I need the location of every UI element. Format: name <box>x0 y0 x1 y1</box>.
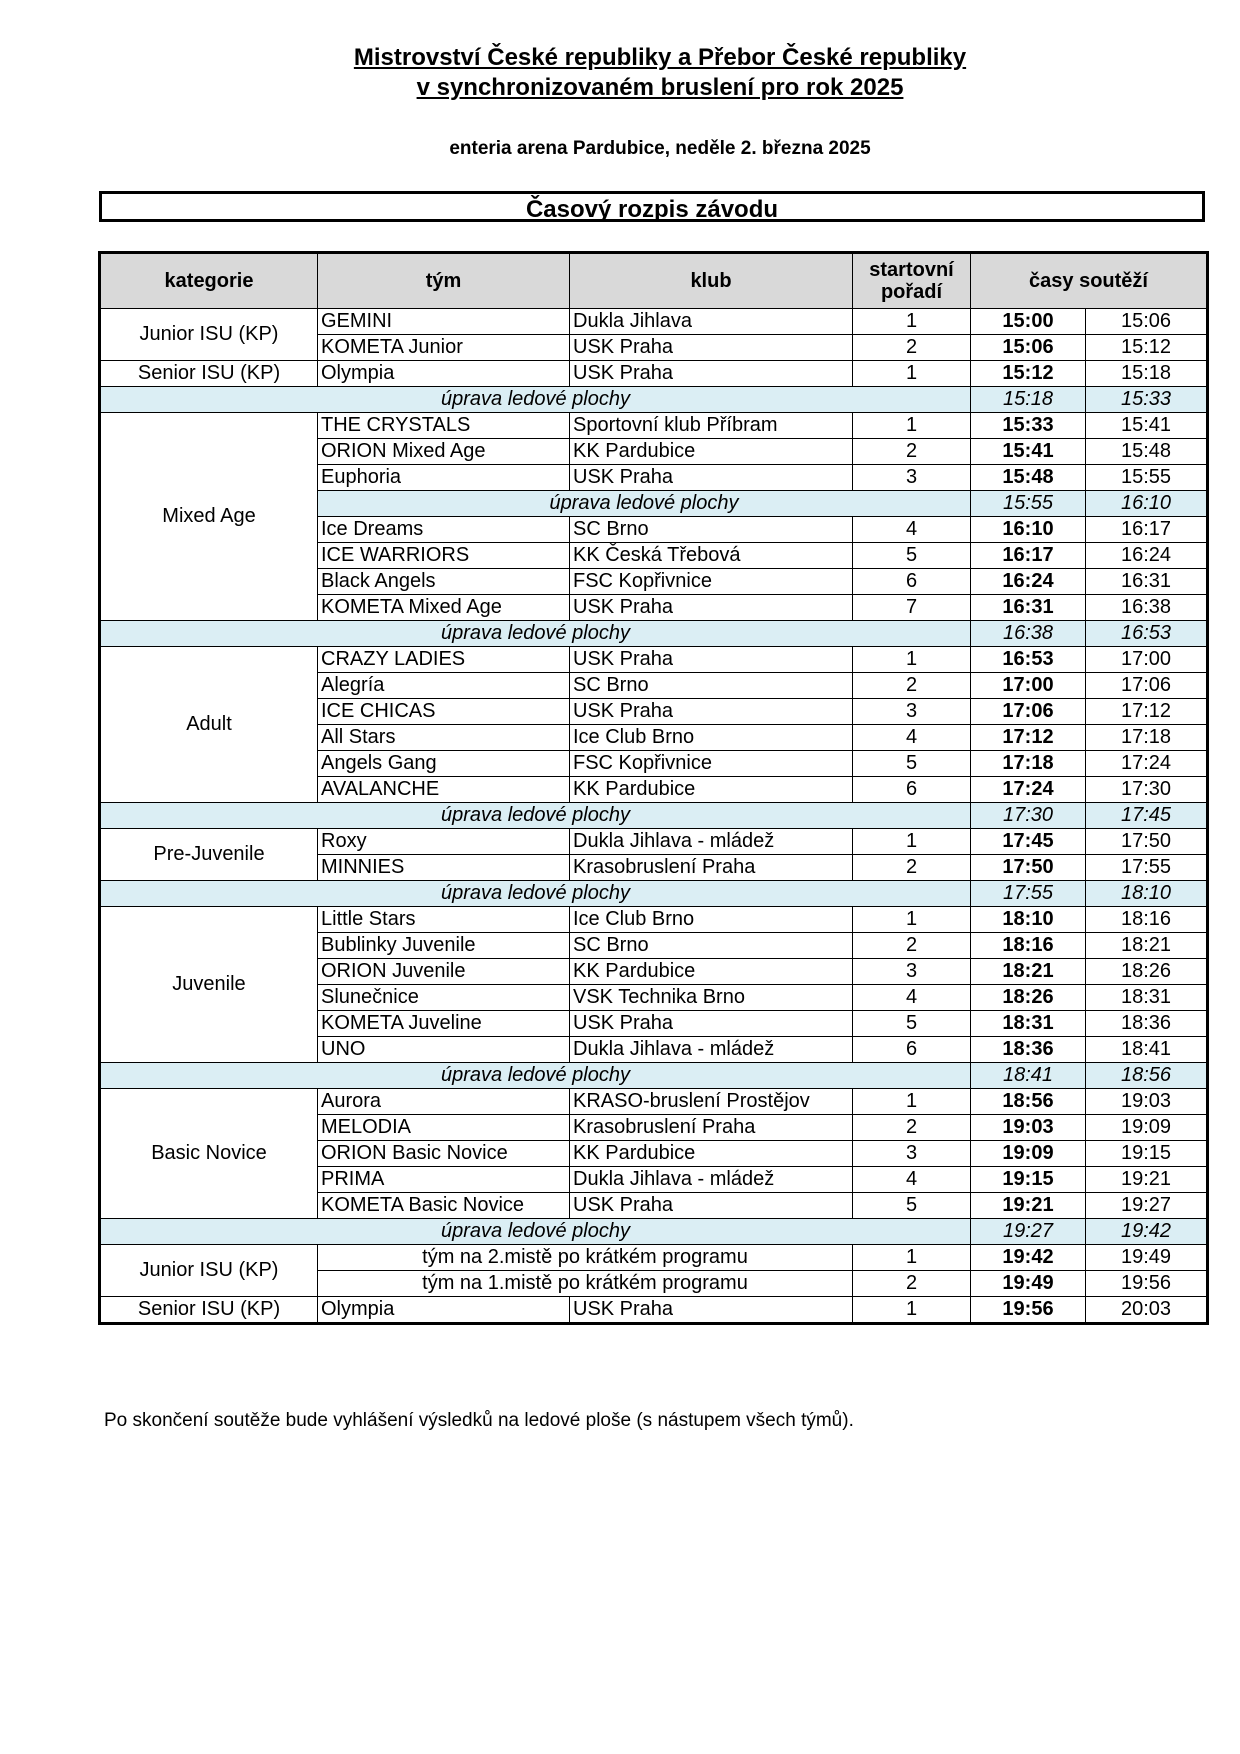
table-row <box>101 413 1207 439</box>
club-cell: USK Praha <box>570 335 853 361</box>
club-cell: USK Praha <box>570 699 853 725</box>
end-time-cell: 16:38 <box>1086 595 1207 621</box>
club-cell: FSC Kopřivnice <box>570 569 853 595</box>
ice-end-time: 19:42 <box>1086 1219 1207 1245</box>
ice-end-time: 18:56 <box>1086 1063 1207 1089</box>
club-cell: SC Brno <box>570 517 853 543</box>
team-cell: CRAZY LADIES <box>318 647 570 673</box>
schedule-title: Časový rozpis závodu <box>99 191 1205 222</box>
start-order-cell: 3 <box>853 1141 971 1167</box>
start-order-cell: 2 <box>853 855 971 881</box>
start-time-cell: 17:50 <box>971 855 1086 881</box>
start-order-cell: 4 <box>853 985 971 1011</box>
category-cell: Pre-Juvenile <box>101 829 318 881</box>
start-order-cell: 1 <box>853 1245 971 1271</box>
ice-resurfacing-row <box>101 881 1207 907</box>
team-cell: ORION Juvenile <box>318 959 570 985</box>
start-time-cell: 18:36 <box>971 1037 1086 1063</box>
end-time-cell: 17:30 <box>1086 777 1207 803</box>
club-cell: KK Pardubice <box>570 959 853 985</box>
ice-resurfacing-row <box>101 387 1207 413</box>
team-cell: All Stars <box>318 725 570 751</box>
table-header-row <box>101 254 1207 309</box>
end-time-cell: 17:06 <box>1086 673 1207 699</box>
team-cell: Aurora <box>318 1089 570 1115</box>
table-row <box>101 907 1207 933</box>
ice-start-time: 18:41 <box>971 1063 1086 1089</box>
club-cell: USK Praha <box>570 1011 853 1037</box>
ice-resurfacing-label: úprava ledové plochy <box>101 1063 971 1089</box>
team-cell: Little Stars <box>318 907 570 933</box>
start-time-cell: 19:42 <box>971 1245 1086 1271</box>
club-cell: USK Praha <box>570 1193 853 1219</box>
start-order-cell: 5 <box>853 543 971 569</box>
end-time-cell: 16:31 <box>1086 569 1207 595</box>
end-time-cell: 19:15 <box>1086 1141 1207 1167</box>
start-order-cell: 6 <box>853 777 971 803</box>
start-time-cell: 18:56 <box>971 1089 1086 1115</box>
club-cell: Dukla Jihlava - mládež <box>570 1037 853 1063</box>
club-cell: SC Brno <box>570 673 853 699</box>
ice-start-time: 17:30 <box>971 803 1086 829</box>
end-time-cell: 19:21 <box>1086 1167 1207 1193</box>
start-time-cell: 18:21 <box>971 959 1086 985</box>
ice-resurfacing-label: úprava ledové plochy <box>101 881 971 907</box>
start-time-cell: 17:06 <box>971 699 1086 725</box>
table-row <box>101 1297 1207 1323</box>
team-cell: KOMETA Junior <box>318 335 570 361</box>
end-time-cell: 18:31 <box>1086 985 1207 1011</box>
club-cell: FSC Kopřivnice <box>570 751 853 777</box>
end-time-cell: 19:09 <box>1086 1115 1207 1141</box>
club-cell: USK Praha <box>570 465 853 491</box>
team-cell: ORION Mixed Age <box>318 439 570 465</box>
start-time-cell: 16:31 <box>971 595 1086 621</box>
ice-end-time: 16:53 <box>1086 621 1207 647</box>
start-order-cell: 2 <box>853 1115 971 1141</box>
col-header-poradi-line1: startovní <box>869 259 954 281</box>
start-order-cell: 1 <box>853 907 971 933</box>
start-order-cell: 5 <box>853 751 971 777</box>
ice-resurfacing-label: úprava ledové plochy <box>318 491 971 517</box>
category-cell: Mixed Age <box>101 413 318 621</box>
ice-resurfacing-row <box>101 1219 1207 1245</box>
team-cell: KOMETA Basic Novice <box>318 1193 570 1219</box>
start-order-cell: 1 <box>853 647 971 673</box>
team-cell: ICE CHICAS <box>318 699 570 725</box>
start-time-cell: 19:49 <box>971 1271 1086 1297</box>
start-time-cell: 19:03 <box>971 1115 1086 1141</box>
team-cell: KOMETA Mixed Age <box>318 595 570 621</box>
footer-note: Po skončení soutěže bude vyhlášení výsledků na ledové ploše (s nástupem všech týmů). <box>104 1410 854 1431</box>
start-time-cell: 18:26 <box>971 985 1086 1011</box>
team-cell: Angels Gang <box>318 751 570 777</box>
start-order-cell: 2 <box>853 439 971 465</box>
start-order-cell: 1 <box>853 1297 971 1323</box>
ice-start-time: 15:55 <box>971 491 1086 517</box>
col-header-tym: tým <box>318 254 570 309</box>
venue-date: enteria arena Pardubice, neděle 2. března 2025 <box>449 138 871 159</box>
ice-resurfacing-label: úprava ledové plochy <box>101 387 971 413</box>
end-time-cell: 20:03 <box>1086 1297 1207 1323</box>
club-cell: USK Praha <box>570 1297 853 1323</box>
end-time-cell: 19:49 <box>1086 1245 1207 1271</box>
start-time-cell: 16:10 <box>971 517 1086 543</box>
start-time-cell: 15:33 <box>971 413 1086 439</box>
team-cell: Black Angels <box>318 569 570 595</box>
start-order-cell: 1 <box>853 361 971 387</box>
ice-start-time: 17:55 <box>971 881 1086 907</box>
table-row <box>101 361 1207 387</box>
end-time-cell: 17:50 <box>1086 829 1207 855</box>
end-time-cell: 18:21 <box>1086 933 1207 959</box>
start-order-cell: 7 <box>853 595 971 621</box>
team-cell: Alegría <box>318 673 570 699</box>
team-cell: THE CRYSTALS <box>318 413 570 439</box>
category-cell: Senior ISU (KP) <box>101 1297 318 1323</box>
title-line-1: Mistrovství České republiky a Přebor České republiky <box>353 44 967 71</box>
start-time-cell: 18:10 <box>971 907 1086 933</box>
team-cell: UNO <box>318 1037 570 1063</box>
team-cell: ICE WARRIORS <box>318 543 570 569</box>
table-row <box>101 1089 1207 1115</box>
start-time-cell: 17:24 <box>971 777 1086 803</box>
team-cell: Euphoria <box>318 465 570 491</box>
club-cell: KRASO-bruslení Prostějov <box>570 1089 853 1115</box>
title-line-2: v synchronizovaném bruslení pro rok 2025 <box>416 74 904 101</box>
ice-resurfacing-row <box>101 1063 1207 1089</box>
start-time-cell: 15:06 <box>971 335 1086 361</box>
team-cell: GEMINI <box>318 309 570 335</box>
team-cell: Ice Dreams <box>318 517 570 543</box>
start-time-cell: 15:41 <box>971 439 1086 465</box>
start-time-cell: 18:31 <box>971 1011 1086 1037</box>
table-row <box>101 647 1207 673</box>
end-time-cell: 17:24 <box>1086 751 1207 777</box>
team-cell: Olympia <box>318 361 570 387</box>
category-cell: Junior ISU (KP) <box>101 1245 318 1297</box>
category-cell: Juvenile <box>101 907 318 1063</box>
ice-resurfacing-row <box>101 621 1207 647</box>
start-time-cell: 16:53 <box>971 647 1086 673</box>
end-time-cell: 18:41 <box>1086 1037 1207 1063</box>
club-cell: KK Česká Třebová <box>570 543 853 569</box>
start-time-cell: 19:09 <box>971 1141 1086 1167</box>
club-cell: Ice Club Brno <box>570 725 853 751</box>
end-time-cell: 18:26 <box>1086 959 1207 985</box>
end-time-cell: 19:56 <box>1086 1271 1207 1297</box>
start-time-cell: 17:00 <box>971 673 1086 699</box>
ice-start-time: 15:18 <box>971 387 1086 413</box>
start-order-cell: 1 <box>853 1089 971 1115</box>
club-cell: VSK Technika Brno <box>570 985 853 1011</box>
ice-resurfacing-label: úprava ledové plochy <box>101 803 971 829</box>
table-row <box>101 1245 1207 1271</box>
club-cell: KK Pardubice <box>570 777 853 803</box>
start-order-cell: 4 <box>853 517 971 543</box>
team-cell: PRIMA <box>318 1167 570 1193</box>
ice-end-time: 18:10 <box>1086 881 1207 907</box>
start-order-cell: 6 <box>853 569 971 595</box>
start-order-cell: 4 <box>853 1167 971 1193</box>
start-order-cell: 2 <box>853 335 971 361</box>
ice-resurfacing-label: úprava ledové plochy <box>101 621 971 647</box>
end-time-cell: 17:55 <box>1086 855 1207 881</box>
start-time-cell: 17:18 <box>971 751 1086 777</box>
end-time-cell: 17:12 <box>1086 699 1207 725</box>
club-cell: SC Brno <box>570 933 853 959</box>
end-time-cell: 15:48 <box>1086 439 1207 465</box>
end-time-cell: 17:00 <box>1086 647 1207 673</box>
club-cell: Krasobruslení Praha <box>570 855 853 881</box>
start-order-cell: 1 <box>853 829 971 855</box>
start-order-cell: 3 <box>853 699 971 725</box>
club-cell: USK Praha <box>570 595 853 621</box>
start-time-cell: 19:15 <box>971 1167 1086 1193</box>
team-cell: ORION Basic Novice <box>318 1141 570 1167</box>
start-order-cell: 1 <box>853 413 971 439</box>
col-header-poradi <box>853 254 971 309</box>
start-time-cell: 15:12 <box>971 361 1086 387</box>
start-time-cell: 15:00 <box>971 309 1086 335</box>
club-cell: Dukla Jihlava - mládež <box>570 829 853 855</box>
start-order-cell: 6 <box>853 1037 971 1063</box>
category-cell: Junior ISU (KP) <box>101 309 318 361</box>
ice-start-time: 19:27 <box>971 1219 1086 1245</box>
col-header-kategorie: kategorie <box>101 254 318 309</box>
end-time-cell: 15:41 <box>1086 413 1207 439</box>
club-cell: Ice Club Brno <box>570 907 853 933</box>
end-time-cell: 17:18 <box>1086 725 1207 751</box>
start-order-cell: 5 <box>853 1193 971 1219</box>
team-cell: Bublinky Juvenile <box>318 933 570 959</box>
ice-resurfacing-label: úprava ledové plochy <box>101 1219 971 1245</box>
schedule-body <box>101 309 1207 1323</box>
end-time-cell: 15:06 <box>1086 309 1207 335</box>
end-time-cell: 15:18 <box>1086 361 1207 387</box>
end-time-cell: 19:27 <box>1086 1193 1207 1219</box>
category-cell: Senior ISU (KP) <box>101 361 318 387</box>
team-cell: MINNIES <box>318 855 570 881</box>
ice-end-time: 16:10 <box>1086 491 1207 517</box>
start-time-cell: 19:21 <box>971 1193 1086 1219</box>
col-header-casy: časy soutěží <box>971 254 1207 309</box>
team-cell: Roxy <box>318 829 570 855</box>
team-club-merged-cell: tým na 2.mistě po krátkém programu <box>318 1245 853 1271</box>
club-cell: Krasobruslení Praha <box>570 1115 853 1141</box>
club-cell: Dukla Jihlava - mládež <box>570 1167 853 1193</box>
end-time-cell: 15:55 <box>1086 465 1207 491</box>
table-row <box>101 829 1207 855</box>
club-cell: Sportovní klub Příbram <box>570 413 853 439</box>
start-order-cell: 2 <box>853 1271 971 1297</box>
start-order-cell: 3 <box>853 465 971 491</box>
ice-end-time: 17:45 <box>1086 803 1207 829</box>
category-cell: Basic Novice <box>101 1089 318 1219</box>
start-order-cell: 3 <box>853 959 971 985</box>
end-time-cell: 16:24 <box>1086 543 1207 569</box>
start-time-cell: 18:16 <box>971 933 1086 959</box>
team-cell: KOMETA Juveline <box>318 1011 570 1037</box>
start-time-cell: 19:56 <box>971 1297 1086 1323</box>
start-order-cell: 2 <box>853 673 971 699</box>
category-cell: Adult <box>101 647 318 803</box>
start-time-cell: 16:24 <box>971 569 1086 595</box>
end-time-cell: 19:03 <box>1086 1089 1207 1115</box>
col-header-poradi-line2: pořadí <box>880 281 943 303</box>
ice-end-time: 15:33 <box>1086 387 1207 413</box>
team-cell: Slunečnice <box>318 985 570 1011</box>
team-cell: Olympia <box>318 1297 570 1323</box>
start-time-cell: 16:17 <box>971 543 1086 569</box>
end-time-cell: 16:17 <box>1086 517 1207 543</box>
start-order-cell: 2 <box>853 933 971 959</box>
team-club-merged-cell: tým na 1.mistě po krátkém programu <box>318 1271 853 1297</box>
club-cell: KK Pardubice <box>570 1141 853 1167</box>
end-time-cell: 18:16 <box>1086 907 1207 933</box>
team-cell: AVALANCHE <box>318 777 570 803</box>
col-header-klub: klub <box>570 254 853 309</box>
schedule-table <box>100 253 1207 1323</box>
club-cell: Dukla Jihlava <box>570 309 853 335</box>
start-time-cell: 17:45 <box>971 829 1086 855</box>
ice-start-time: 16:38 <box>971 621 1086 647</box>
club-cell: USK Praha <box>570 647 853 673</box>
club-cell: USK Praha <box>570 361 853 387</box>
table-row <box>101 309 1207 335</box>
start-time-cell: 17:12 <box>971 725 1086 751</box>
end-time-cell: 18:36 <box>1086 1011 1207 1037</box>
ice-resurfacing-row <box>101 803 1207 829</box>
start-order-cell: 4 <box>853 725 971 751</box>
start-order-cell: 5 <box>853 1011 971 1037</box>
start-time-cell: 15:48 <box>971 465 1086 491</box>
start-order-cell: 1 <box>853 309 971 335</box>
end-time-cell: 15:12 <box>1086 335 1207 361</box>
team-cell: MELODIA <box>318 1115 570 1141</box>
club-cell: KK Pardubice <box>570 439 853 465</box>
